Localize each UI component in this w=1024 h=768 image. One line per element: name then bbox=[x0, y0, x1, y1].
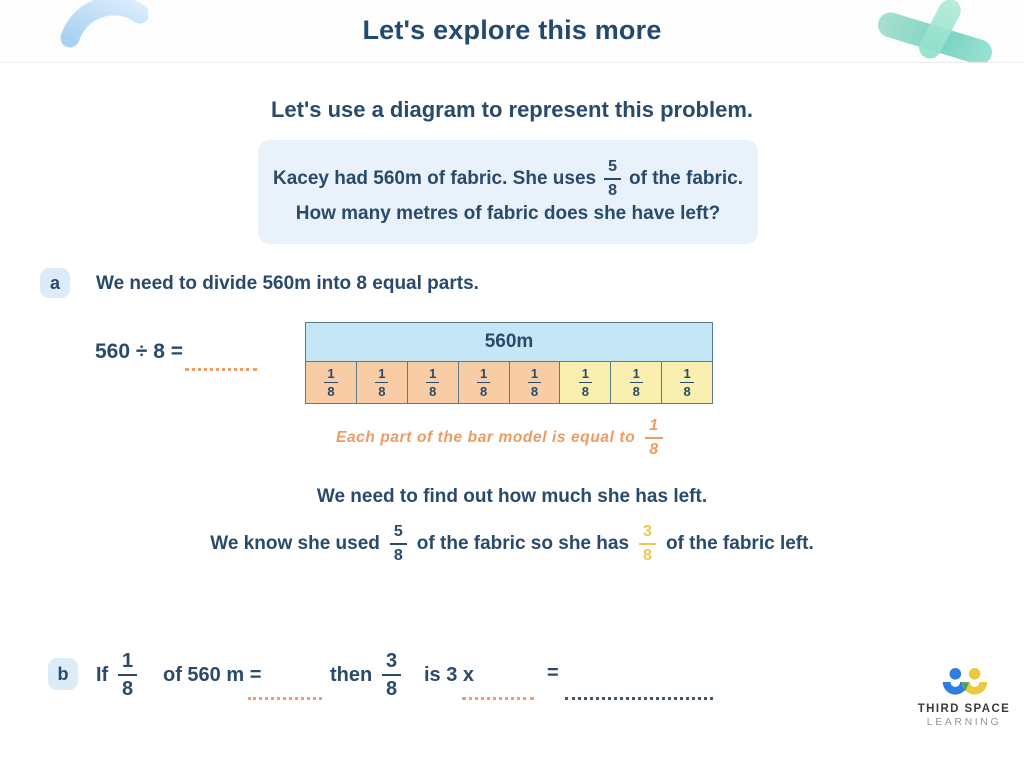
answer-blank-b2 bbox=[462, 697, 534, 700]
bar-cell: $\frac{1}{8}$ bbox=[408, 362, 459, 403]
intro-heading: Let's use a diagram to represent this problem. bbox=[270, 97, 754, 122]
know-line-post: of the fabric left. bbox=[665, 533, 814, 554]
know-line-pre: We know she used bbox=[210, 533, 380, 554]
answer-blank-b3 bbox=[565, 697, 713, 700]
fraction-one-eighth-annotation: $\frac{1}{8}$ bbox=[645, 418, 663, 458]
logo-text-line1: THIRD SPACE bbox=[917, 703, 1011, 715]
problem-line-1-post: of the fabric. bbox=[629, 168, 744, 189]
part-a-equation: 560 ÷ 8 = bbox=[95, 340, 184, 363]
page-title: Let's explore this more bbox=[362, 15, 662, 45]
logo-text-line2: LEARNING bbox=[926, 716, 1002, 728]
fraction-three-eighths-left: $\frac{3}{8}$ bbox=[639, 524, 656, 564]
header-bar bbox=[0, 0, 1024, 63]
bar-model-total: 560m bbox=[306, 323, 712, 362]
problem-line-1-pre: Kacey had 560m of fabric. She uses bbox=[272, 168, 597, 189]
part-b-of-560: of 560 m = bbox=[163, 664, 262, 686]
bar-cell: $\frac{1}{8}$ bbox=[357, 362, 408, 403]
bar-cell: $\frac{1}{8}$ bbox=[510, 362, 561, 403]
fraction-left-statement bbox=[0, 524, 1024, 564]
bar-model-row bbox=[306, 362, 712, 403]
part-b-then: then bbox=[330, 664, 373, 686]
answer-blank-a bbox=[185, 368, 257, 371]
bar-cell: $\frac{1}{8}$ bbox=[662, 362, 712, 403]
problem-line-2: How many metres of fabric does she have left? bbox=[295, 203, 721, 224]
know-line-mid: of the fabric so she has bbox=[416, 533, 630, 554]
logo-people-icon bbox=[935, 666, 993, 700]
part-b-is-3x: is 3 x bbox=[424, 664, 475, 686]
part-b-if: If bbox=[96, 664, 109, 686]
fraction-five-eighths: $\frac{5}{8}$ bbox=[604, 159, 621, 199]
part-b-equals: = bbox=[547, 662, 559, 684]
annotation-text: Each part of the bar model is equal to bbox=[336, 429, 636, 446]
part-a-label: a bbox=[40, 268, 70, 298]
part-b-label: b bbox=[48, 658, 78, 690]
third-space-learning-logo bbox=[908, 666, 1020, 728]
fraction-five-eighths-used: $\frac{5}{8}$ bbox=[390, 524, 407, 564]
answer-blank-b1 bbox=[248, 697, 322, 700]
bar-cell: $\frac{1}{8}$ bbox=[459, 362, 510, 403]
problem-line-1 bbox=[273, 159, 743, 199]
bar-cell: $\frac{1}{8}$ bbox=[306, 362, 357, 403]
bar-model-annotation bbox=[336, 418, 663, 458]
find-left-statement: We need to find out how much she has left. bbox=[316, 486, 708, 507]
bar-cell: $\frac{1}{8}$ bbox=[560, 362, 611, 403]
part-a-statement: We need to divide 560m into 8 equal parts. bbox=[96, 273, 479, 294]
fraction-three-eighths-b: $\frac{3}{8}$ bbox=[382, 651, 401, 699]
problem-statement-box bbox=[258, 140, 758, 244]
bar-model bbox=[305, 322, 713, 404]
bar-cell: $\frac{1}{8}$ bbox=[611, 362, 662, 403]
fraction-one-eighth-b: $\frac{1}{8}$ bbox=[118, 651, 137, 699]
